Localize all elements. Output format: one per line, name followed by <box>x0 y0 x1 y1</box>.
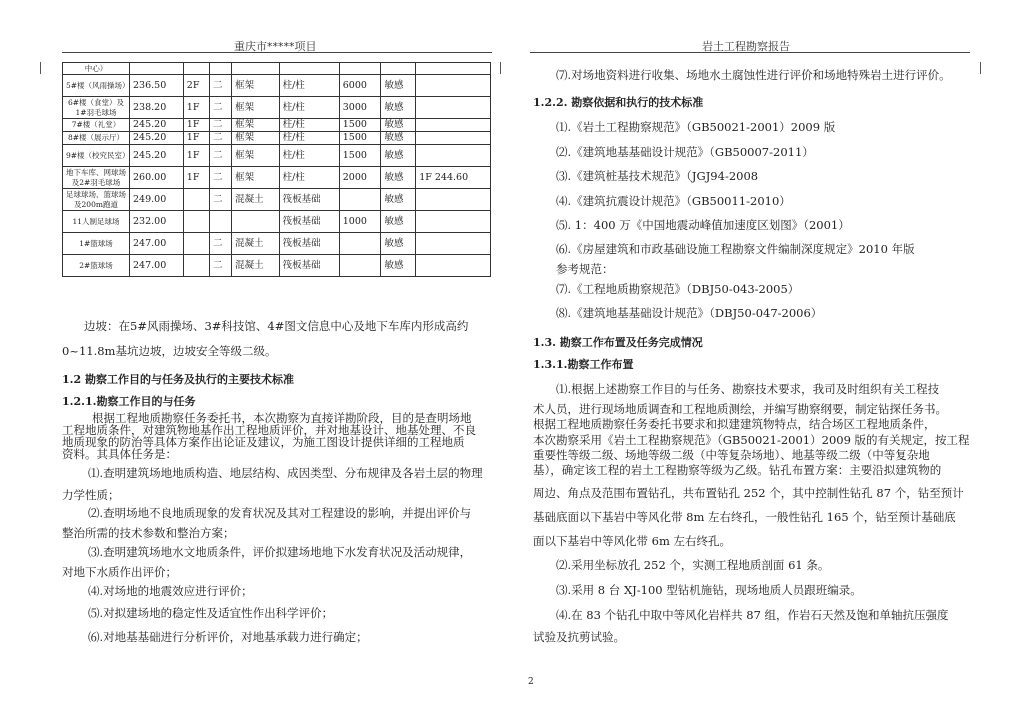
table-cell: 232.00 <box>130 211 184 233</box>
table-cell: 敏感 <box>381 233 416 255</box>
table-cell: 二 <box>210 132 232 145</box>
table-cell <box>416 189 491 211</box>
table-cell: 二 <box>210 75 232 97</box>
table-cell: 2F <box>183 75 209 97</box>
table-cell <box>232 63 279 75</box>
standard-item: ⑵.《建筑地基基础设计规范》（GB50007-2011） <box>556 145 814 159</box>
standard-item: ⑷.《建筑抗震设计规范》（GB50011-2010） <box>556 194 791 208</box>
para-line: 周边、角点及范围布置钻孔，共布置钻孔 252 个，其中控制性钻孔 87 个，钻至预计 <box>533 486 964 500</box>
table-cell <box>416 255 491 277</box>
table-cell: 8#楼（展示厅） <box>63 132 130 145</box>
table-cell: 249.00 <box>130 189 184 211</box>
page-number: 2 <box>528 677 534 687</box>
para-line: 重要性等级二级、场地等级二级（中等复杂场地）、地基等级二级（中等复杂地 <box>533 448 930 462</box>
task-item: 力学性质； <box>62 488 120 502</box>
table-cell: 1500 <box>339 145 381 167</box>
standard-item: ⑹.《房屋建筑和市政基础设施工程勘察文件编制深度规定》2010 年版 <box>556 242 915 256</box>
table-row <box>63 233 491 255</box>
table-cell <box>416 233 491 255</box>
table-cell: 筏板基础 <box>279 233 339 255</box>
para-line: 基），确定该工程的岩土工程勘察等级为乙级。钻孔布置方案：主要沿拟建筑物的 <box>533 463 942 477</box>
table-cell: 二 <box>210 167 232 189</box>
task-item: ⑴.查明建筑场地地质构造、地层结构、成因类型、分布规律及各岩土层的物理 <box>88 466 483 480</box>
para-line: 本次勘察采用《岩土工程勘察规范》（GB50021-2001）2009 版的有关规定，按工程 <box>533 433 970 447</box>
table-cell: 1#篮球场 <box>63 233 130 255</box>
slope-line-2: 0~11.8m基坑边坡，边坡安全等级二级。 <box>62 344 277 358</box>
table-cell: 9#楼（校究民室） <box>63 145 130 167</box>
table-cell: 敏感 <box>381 145 416 167</box>
header-rule-right <box>530 52 970 53</box>
table-cell: 地下车库、网球场及2#羽毛球场 <box>63 167 130 189</box>
table-cell: 敏感 <box>381 132 416 145</box>
para-line: 资料。其具体任务是： <box>62 447 177 461</box>
table-cell <box>339 255 381 277</box>
table-cell: 框架 <box>232 75 279 97</box>
table-row <box>63 132 491 145</box>
table-cell: 框架 <box>232 97 279 119</box>
table-cell: 筏板基础 <box>279 211 339 233</box>
section-heading-1-3: 1.3. 勘察工作布置及任务完成情况 <box>533 336 703 349</box>
table-cell <box>416 97 491 119</box>
section-heading-1-2-1: 1.2.1.勘察工作目的与任务 <box>62 395 196 408</box>
table-cell <box>183 255 209 277</box>
table-cell: 1F <box>183 145 209 167</box>
para-line: ⑵.采用坐标放孔 252 个，实测工程地质剖面 61 条。 <box>556 558 830 572</box>
table-cell <box>210 211 232 233</box>
table-cell: 筏板基础 <box>279 255 339 277</box>
slope-line-1: 边坡：在5#风雨操场、3#科技馆、4#图文信息中心及地下车库内形成高约 <box>84 319 469 333</box>
table-cell <box>381 63 416 75</box>
header-rule-left <box>62 52 492 53</box>
para-line: 地质现象的防治等具体方案作出论证及建议，为施工图设计提供详细的工程地质 <box>62 435 465 449</box>
task-item-7: ⑺.对场地资料进行收集、场地水土腐蚀性进行评价和场地特殊岩土进行评价。 <box>556 68 951 82</box>
table-cell: 敏感 <box>381 75 416 97</box>
table-row <box>63 75 491 97</box>
task-item: ⑷.对场地的地震效应进行评价； <box>88 584 253 598</box>
table-cell: 框架 <box>232 145 279 167</box>
table-row <box>63 211 491 233</box>
table-cell: 1F <box>183 97 209 119</box>
table-cell: 敏感 <box>381 119 416 132</box>
task-item: ⑵.查明场地不良地质现象的发育状况及其对工程建设的影响，并提出评价与 <box>88 506 472 520</box>
table-cell: 6#楼（食堂）及1#羽毛球场 <box>63 97 130 119</box>
task-item: 整治所需的技术参数和整治方案； <box>62 526 235 540</box>
table-cell: 247.00 <box>130 233 184 255</box>
table-cell <box>416 211 491 233</box>
table-cell <box>416 119 491 132</box>
table-cell <box>183 63 209 75</box>
table-cell: 框架 <box>232 167 279 189</box>
crop-mark <box>500 62 501 74</box>
table-cell: 1F <box>183 119 209 132</box>
task-item: ⑹.对地基基础进行分析评价，对地基承载力进行确定； <box>88 630 368 644</box>
standard-item: ⑺.《工程地质勘察规范》（DBJ50-043-2005） <box>556 282 800 296</box>
table-cell: 236.50 <box>130 75 184 97</box>
para-line: ⑷.在 83 个钻孔中取中等风化岩样共 87 组，作岩石天然及饱和单轴抗压强度 <box>556 608 949 622</box>
table-cell: 6000 <box>339 75 381 97</box>
table-cell <box>416 132 491 145</box>
para-line: 根据工程地质勘察任务委托书要求和拟建建筑物特点，结合场区工程地质条件， <box>533 417 936 431</box>
table-cell: 二 <box>210 97 232 119</box>
table-cell <box>279 63 339 75</box>
table-cell: 247.00 <box>130 255 184 277</box>
table-row <box>63 189 491 211</box>
table-cell <box>339 189 381 211</box>
standard-item: ⑻.《建筑地基基础设计规范》（DBJ50-047-2006） <box>556 306 823 320</box>
para-line: 工程地质条件，对建筑物地基作出工程地质评价，并对地基设计、地基处理、不良 <box>62 423 476 437</box>
section-heading-1-2-2: 1.2.2. 勘察依据和执行的技术标准 <box>533 96 704 109</box>
para-line: 试验及抗剪试验。 <box>533 630 625 644</box>
task-item: 对地下水质作出评价； <box>62 565 177 579</box>
building-table <box>62 62 491 277</box>
table-cell <box>183 189 209 211</box>
crop-mark <box>980 62 981 74</box>
table-cell: 混凝土 <box>232 189 279 211</box>
table-cell <box>416 63 491 75</box>
table-cell: 敏感 <box>381 189 416 211</box>
table-cell <box>232 211 279 233</box>
para-line: 面以下基岩中等风化带 6m 左右终孔。 <box>533 534 732 548</box>
table-cell: 混凝土 <box>232 255 279 277</box>
para-line: 术人员，进行现场地质调查和工程地质测绘，并编写勘察纲要，制定钻探任务书。 <box>533 402 947 416</box>
table-cell <box>339 233 381 255</box>
table-cell: 7#楼（礼堂） <box>63 119 130 132</box>
table-cell: 敏感 <box>381 97 416 119</box>
table-cell: 二 <box>210 145 232 167</box>
table-cell <box>416 75 491 97</box>
table-cell: 敏感 <box>381 167 416 189</box>
table-cell: 二 <box>210 119 232 132</box>
table-cell <box>183 211 209 233</box>
table-cell: 柱/柱 <box>279 119 339 132</box>
task-item: ⑸.对拟建场地的稳定性及适宜性作出科学评价； <box>88 606 334 620</box>
table-cell: 2000 <box>339 167 381 189</box>
table-cell: 245.20 <box>130 119 184 132</box>
table-cell: 柱/柱 <box>279 132 339 145</box>
table-cell: 框架 <box>232 119 279 132</box>
table-cell: 二 <box>210 233 232 255</box>
table-cell: 敏感 <box>381 255 416 277</box>
table-row <box>63 145 491 167</box>
reference-label: 参考规范： <box>556 262 614 276</box>
para-line: 基础底面以下基岩中等风化带 8m 左右终孔，一般性钻孔 165 个，钻至预计基础底 <box>533 510 956 524</box>
table-cell: 筏板基础 <box>279 189 339 211</box>
header-report-title: 岩土工程勘察报告 <box>702 40 790 53</box>
table-cell: 11人制足球场 <box>63 211 130 233</box>
table-cell: 5#楼（风雨操场） <box>63 75 130 97</box>
table-cell <box>183 233 209 255</box>
section-heading-1-2: 1.2 勘察工作目的与任务及执行的主要技术标准 <box>62 373 294 386</box>
table-cell: 260.00 <box>130 167 184 189</box>
table-cell: 1500 <box>339 119 381 132</box>
para-line: ⑴.根据上述勘察工作目的与任务、勘察技术要求，我司及时组织有关工程技 <box>556 382 940 396</box>
table-row <box>63 97 491 119</box>
table-cell: 足球球场、篮球场及200m跑道 <box>63 189 130 211</box>
table-cell: 1F 244.60 <box>416 167 491 189</box>
standard-item: ⑶.《建筑桩基技术规范》（JGJ94-2008 <box>556 169 759 183</box>
table-cell: 1000 <box>339 211 381 233</box>
table-cell: 2#篮球场 <box>63 255 130 277</box>
table-cell: 混凝土 <box>232 233 279 255</box>
table-cell: 二 <box>210 189 232 211</box>
table-cell <box>339 63 381 75</box>
header-project-title: 重庆市*****项目 <box>234 40 317 53</box>
table-cell: 3000 <box>339 97 381 119</box>
table-cell: 245.20 <box>130 145 184 167</box>
table-cell: 245.20 <box>130 132 184 145</box>
table-row <box>63 119 491 132</box>
para-line: ⑶.采用 8 台 XJ-100 型钻机施钻，现场地质人员跟班编录。 <box>556 583 862 597</box>
standard-item: ⑸. 1：400 万《中国地震动峰值加速度区划图》（2001） <box>556 218 850 232</box>
table-cell: 1500 <box>339 132 381 145</box>
table-cell <box>416 145 491 167</box>
table-cell <box>210 63 232 75</box>
section-heading-1-3-1: 1.3.1.勘察工作布置 <box>533 358 634 371</box>
standard-item: ⑴.《岩土工程勘察规范》（GB50021-2001）2009 版 <box>556 120 836 134</box>
table-cell: 柱/柱 <box>279 75 339 97</box>
table-cell: 中心） <box>63 63 130 75</box>
table-row <box>63 63 491 75</box>
table-cell: 二 <box>210 255 232 277</box>
table-cell: 柱/柱 <box>279 167 339 189</box>
table-row <box>63 167 491 189</box>
table-cell: 框架 <box>232 132 279 145</box>
table-cell: 1F <box>183 132 209 145</box>
table-row <box>63 255 491 277</box>
table-cell: 敏感 <box>381 211 416 233</box>
task-item: ⑶.查明建筑场地水文地质条件，评价拟建场地地下水发育状况及活动规律， <box>88 545 472 559</box>
table-cell: 1F <box>183 167 209 189</box>
table-cell: 柱/柱 <box>279 97 339 119</box>
table-cell: 柱/柱 <box>279 145 339 167</box>
table-cell <box>130 63 184 75</box>
crop-mark <box>40 62 41 74</box>
para-line: 根据工程地质勘察任务委托书，本次勘察为直接详勘阶段，目的是查明场地 <box>92 411 472 425</box>
table-cell: 238.20 <box>130 97 184 119</box>
